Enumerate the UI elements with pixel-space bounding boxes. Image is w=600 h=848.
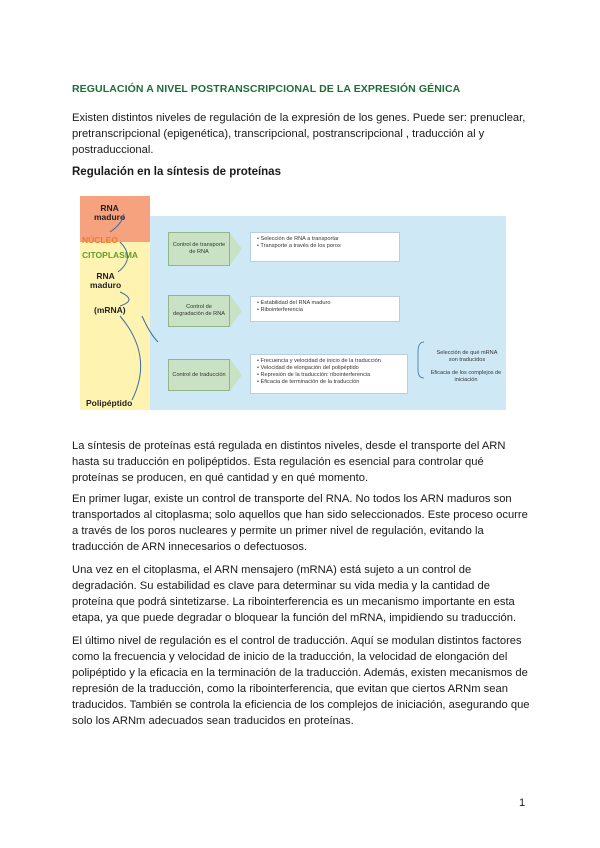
translation-item: • Eficacia de terminación de la traducción	[257, 379, 401, 386]
citoplasma-label: CITOPLASMA	[82, 250, 139, 260]
transport-item: • Selección de RNA a transportar	[257, 236, 393, 243]
transport-arrowhead	[230, 233, 242, 265]
translation-item: • Represión de la traducción: ribointerferencia	[257, 372, 401, 379]
translation-extra-note: Selección de qué mRNA son traducidos	[436, 350, 498, 363]
translation-list	[250, 354, 408, 394]
body-paragraph: La síntesis de proteínas está regulada en distintos niveles, desde el transporte del ARN hasta su traducción en polipéptidos. Esta regulación es esencial para controlar qué proteínas se producen, en qué cantidad y en qué momento.	[72, 440, 506, 484]
nucleo-label: NÚCLEO	[82, 235, 118, 245]
translation-control-box: Control de traducción	[168, 359, 230, 391]
degradation-arrowhead	[230, 295, 242, 327]
transport-control-box: Control de transporte de RNA	[168, 232, 230, 266]
body-paragraph: En primer lugar, existe un control de transporte del RNA. No todos los ARN maduros son transportados al citoplasma; solo aquellos que han sido seleccionados. Este proceso ocurre a través de los poros nucleares y permite un primer nivel de regulación, evitando la traducción de ARN innecesarios o defectuosos.	[72, 493, 528, 553]
rna-maduro-label-cytoplasm: RNA maduro	[90, 271, 122, 290]
page-number: 1	[519, 797, 526, 809]
intro-paragraph: Existen distintos niveles de regulación de la expresión de los genes. Puede ser: prenuclear, pretranscripcional (epigenética), transcripcional, postranscripcional , traducción al y postraduccional.	[72, 112, 526, 156]
translation-item: • Frecuencia y velocidad de inicio de la traducción	[257, 358, 401, 365]
body-paragraph: Una vez en el citoplasma, el ARN mensajero (mRNA) está sujeto a un control de degradación. Su estabilidad es clave para determinar su vida media y la cantidad de proteína que podrá sintetizarse. La ribointerferencia es un mecanismo importante en esta etapa, ya que puede degradar o bloquear la función del mRNA, impidiendo su traducción.	[72, 564, 517, 624]
mrna-label: (mRNA)	[94, 305, 126, 315]
polipeptido-label: Polipéptido	[86, 398, 133, 408]
section-heading: Regulación en la síntesis de proteínas	[72, 166, 281, 178]
protein-synthesis-diagram	[80, 196, 506, 410]
document-title: REGULACIÓN A NIVEL POSTRANSCRIPCIONAL DE LA EXPRESIÓN GÉNICA	[72, 83, 461, 95]
transport-list	[250, 232, 400, 262]
translation-item: • Velocidad de elongación del polipéptido	[257, 365, 401, 372]
degradation-control-box: Control de degradación de RNA	[168, 295, 230, 327]
body-paragraph: El último nivel de regulación es el control de traducción. Aquí se modulan distintos factores como la frecuencia y velocidad de inicio de la traducción, la velocidad de elongación del polipéptido y la eficacia en la terminación de la traducción. Además, existen mecanismos de represión de la traducción, como la ribointerferencia, que evitan que ciertos ARNm sean traducidos. También se controla la eficiencia de los complejos de iniciación, asegurando que solo los ARNm adecuados sean traducidos en proteínas.	[72, 635, 530, 727]
degradation-item: • Ribointerferencia	[257, 307, 393, 314]
translation-arrowhead	[230, 359, 242, 391]
transport-item: • Transporte a través de los poros	[257, 243, 393, 250]
degradation-list	[250, 296, 400, 322]
translation-extra-note: Eficacia de los complejos de iniciación	[430, 370, 502, 383]
rna-maduro-label-nucleus: RNA maduro	[94, 203, 126, 222]
degradation-item: • Estabilidad del RNA maduro	[257, 300, 393, 307]
